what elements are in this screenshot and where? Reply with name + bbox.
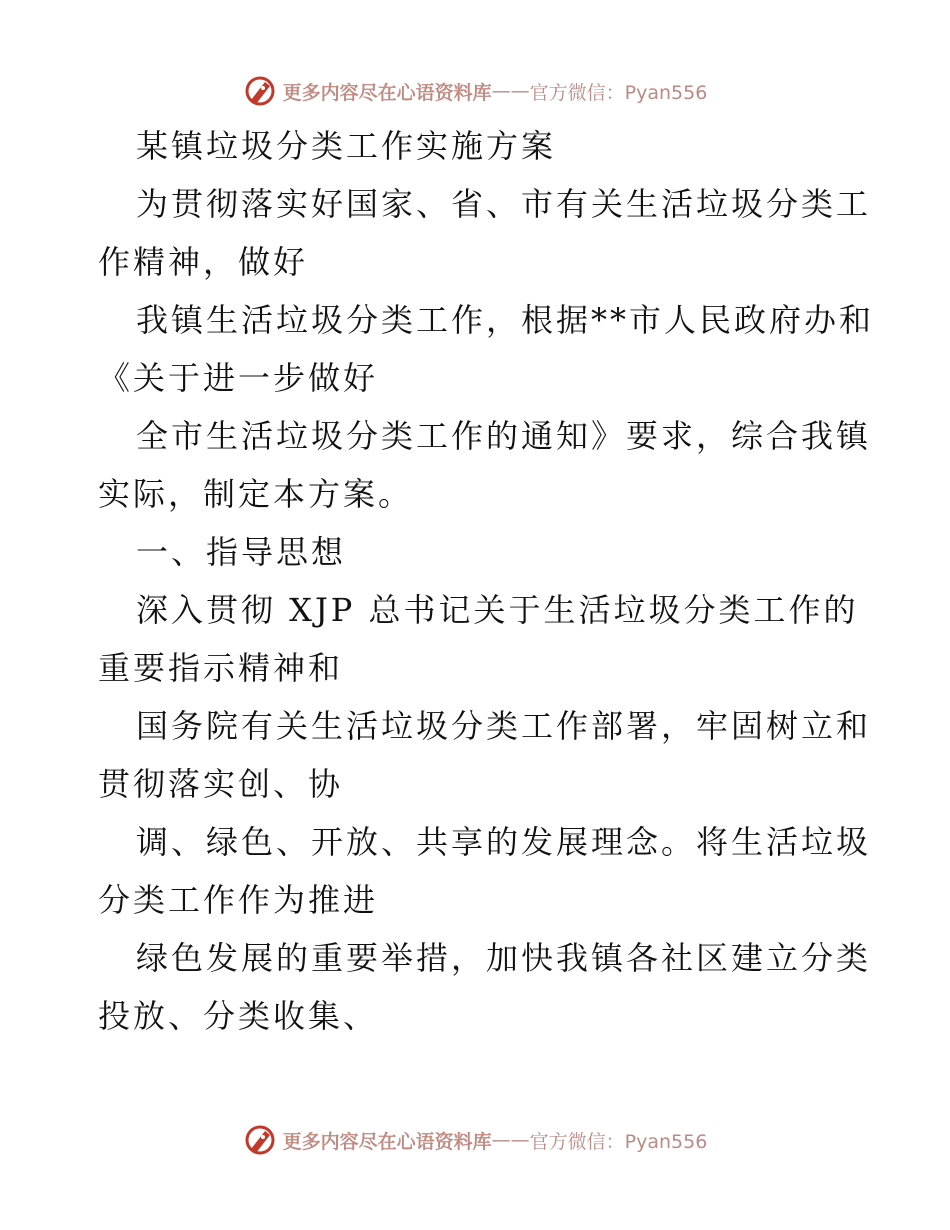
header-watermark [0, 71, 950, 111]
paragraph-line: 全市生活垃圾分类工作的通知》要求，综合我镇 [136, 417, 872, 455]
paragraph-line: 深入贯彻 XJP 总书记关于生活垃圾分类工作的 [136, 591, 859, 629]
watermark-dash: —— [491, 1129, 530, 1151]
paragraph-line: 贯彻落实创、协 [98, 765, 344, 803]
watermark-contact: 官方微信：Pyan556 [529, 81, 708, 104]
paragraph-line: 作精神，做好 [98, 243, 309, 281]
watermark-dash: —— [491, 80, 530, 102]
paragraph-line: 实际，制定本方案。 [98, 475, 414, 513]
pen-logo-icon [243, 74, 277, 108]
watermark-text: 更多内容尽在心语资料库 [282, 1130, 492, 1153]
paragraph-line: 绿色发展的重要举措，加快我镇各社区建立分类 [136, 939, 872, 977]
paragraph-line: 《关于进一步做好 [98, 359, 379, 397]
pen-logo-icon [243, 1123, 277, 1157]
document-title: 某镇垃圾分类工作实施方案 [136, 127, 557, 165]
paragraph-line: 为贯彻落实好国家、省、市有关生活垃圾分类工 [136, 185, 872, 223]
watermark-contact: 官方微信：Pyan556 [529, 1130, 708, 1153]
paragraph-line: 分类工作作为推进 [98, 881, 379, 919]
paragraph-line: 投放、分类收集、 [98, 997, 379, 1035]
document-body [98, 117, 875, 1045]
paragraph-line: 调、绿色、开放、共享的发展理念。将生活垃圾 [136, 823, 872, 861]
paragraph-line: 国务院有关生活垃圾分类工作部署，牢固树立和 [136, 707, 872, 745]
paragraph-line: 我镇生活垃圾分类工作，根据**市人民政府办和 [136, 301, 875, 339]
footer-watermark [0, 1120, 950, 1160]
paragraph-line: 重要指示精神和 [98, 649, 344, 687]
watermark-text: 更多内容尽在心语资料库 [282, 81, 492, 104]
section-heading: 一、指导思想 [136, 533, 347, 571]
